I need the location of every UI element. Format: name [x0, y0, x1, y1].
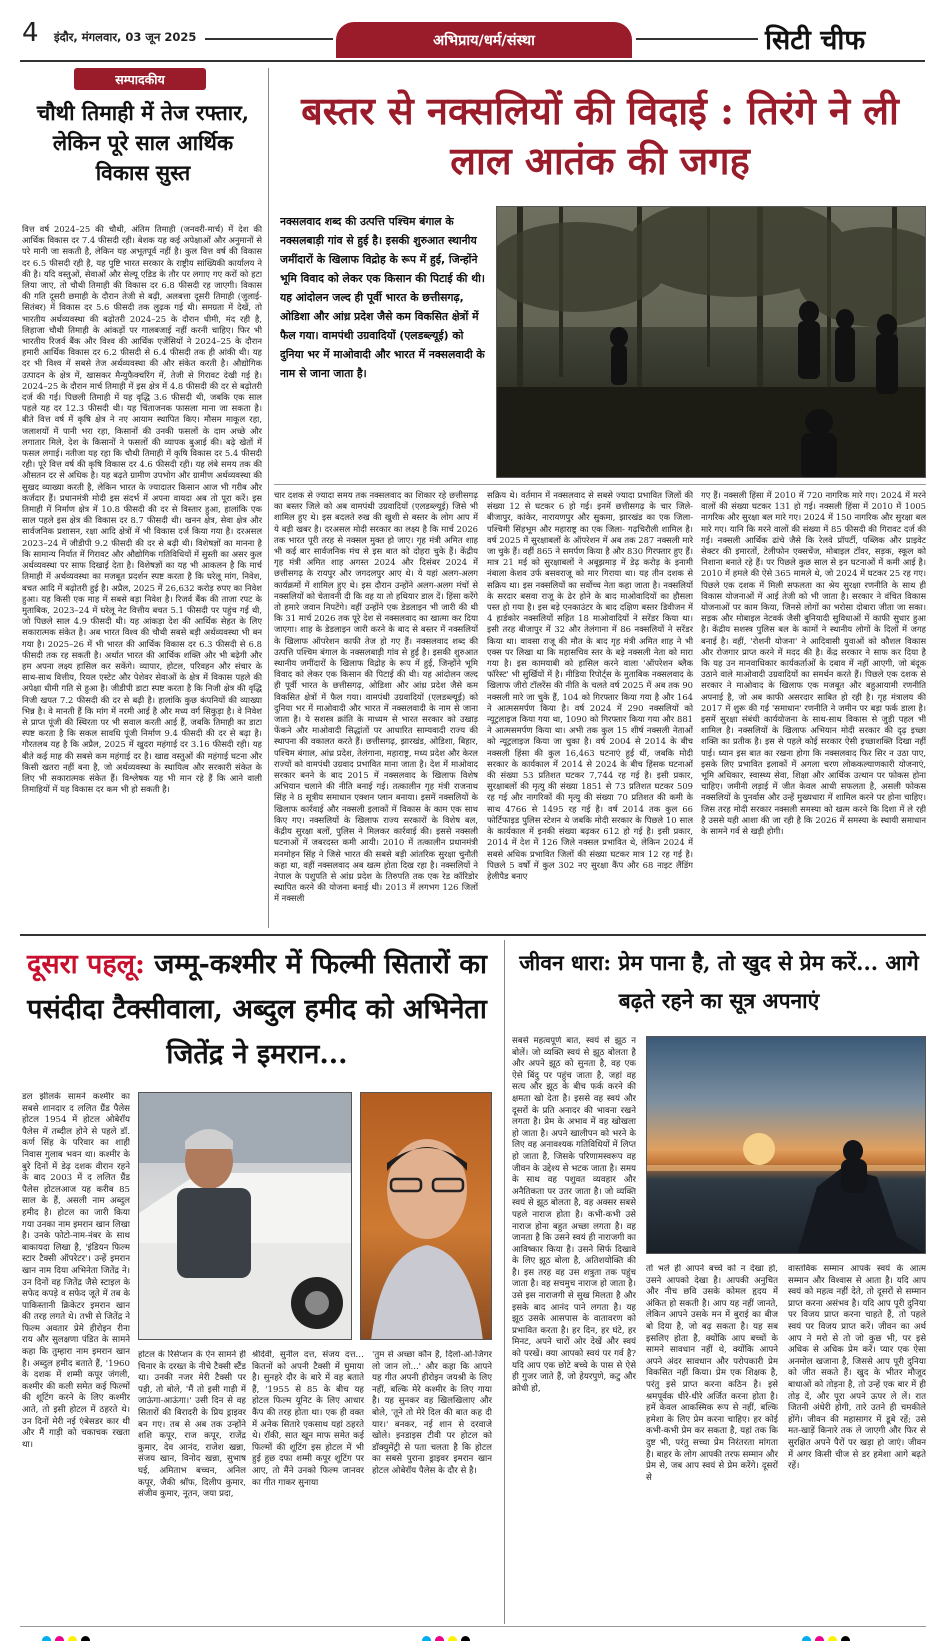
lead-intro: नक्सलवाद शब्द की उत्पत्ति पश्चिम बंगाल के नक्सलबाड़ी गांव से हुई है। इसकी शुरुआत स्थानीय जमींदारों के खिलाफ विद्रोह के रूप में हुई, जिन्होंने भूमि विवाद को लेकर एक किसान की पिटाई की थी। यह आंदोलन जल्द ही पूर्वी भारत के छत्तीसगढ़, ओडिशा और आंध्र प्रदेश जैसे कम विकसित क्षेत्रों में फैल गया। वामपंथी उग्रवादियों (एलडब्ल्यूई) को दुनिया भर में माओवादी और भारत में नक्सलवादी के नाम से जाना जाता है।	[280, 215, 485, 380]
registration-marks-center	[420, 1630, 472, 1641]
lifestyle-column-3: वास्तविक सम्मान आपके स्वयं के आत्म सम्मान और विश्वास से आता है। यदि आप स्वयं को महत्व नहीं देते, तो दूसरों से सम्मान प्राप्त करना असंभव है। यदि आप पूरी दुनिया पर विजय प्राप्त करना चाहते हैं, तो पहले स्वयं पर विजय प्राप्त करें। जीवन का अर्थ आप ने मरो से तो जो कुछ भी, पर इसे अधिक से अधिक प्रेम करें। प्यार एक ऐसा अनमोल खजाना है, जिससे आप पूरी दुनिया को जीत सकते हैं। खुद के भीतर मौजूद बाधाओं को तोड़ना है, तो उन्हें एक बार में ही तोड़ दें, और पूरा अपने ऊपर ले लें। रात जितनी अंधेरी होगी, तारे उतने ही चमकीले होंगे। जीवन की महासागर में डूबे रहें; उसे मत-खाड़ें किनारे तक ले जाएगी और फिर से सुरक्षित अपने पैरों पर खड़ा हो जाएं। जीवन में अगर किसी चीज से डर हमेशा आगे बढ़ते रहें।	[788, 1264, 926, 1472]
yellow-dot	[448, 1636, 457, 1641]
lifestyle-headline: जीवन धारा: प्रेम पाना है, तो खुद से प्रेम करें... आगे बढ़ते रहने का सूत्र अपनाएं	[519, 950, 919, 1013]
editorial-column	[20, 68, 264, 928]
black-dot	[461, 1636, 470, 1641]
feature-column-1: डल झीलके सामने कश्मीर का सबसे शानदार द ललित ग्रैंड पैलेस होटल 1954 में होटल ओबेरॉय पैलेस में तब्दील होने से पहले डॉ. कर्ण सिंह के परिवार का शाही निवास गुलाब भवन था। कश्मीर के बुरे दिनों में डेढ़ दशक वीरान रहने के बाद 2003 में द ललित ग्रैंड पैलेस होटलआज यह करीब 85 साल के हैं, असली नाम अब्दुल हमीद है। होटल का जारी किया गया उनका नाम इमरान खान लिखा है। उनके फोटो-नाम-नंबर के साथ बाकायदा लिखा है, 'इंडियन फिल्म स्टार टैक्सी ऑपरेटर'। उन्हें इमरान खान नाम दिया अभिनेता जितेंद्र ने। उन दिनों वह जितेंद्र जैसे स्टाइल के सफेद कपड़े व सफेद जूते में तब के पाकिस्तानी क्रिकेटर इमरान खान की तरह लगते थे। तभी से जितेंद्र ने फिल्म अवतार प्रेमे हीरोइन रीना राय और सुलक्षणा पंडित के सामने कहा कि तुम्हारा नाम इमरान खान है। अब्दुल हमीद बताते हैं, '1960 के दशक में शम्मी कपूर जंगली, कश्मीर की कली समेत कई फिल्मों की शूटिंग करने के लिए कश्मीर आते, तो इसी होटल में ठहरते थे। उन दिनों मेरी नई एंबेसडर कार थी और मैं गाड़ी को चकाचक रखता था।	[22, 1092, 130, 1450]
bottom-column-divider	[504, 940, 505, 1624]
taxi-scene-svg	[139, 1093, 352, 1340]
brand-name: सिटी चीफ	[765, 25, 866, 56]
black-dot	[81, 1636, 90, 1641]
magenta-dot	[815, 1636, 824, 1641]
mid-page-rule	[20, 934, 926, 936]
editorial-badge-label: सम्पादकीय	[115, 71, 165, 87]
header-rule-right	[636, 38, 758, 40]
footer-rule	[20, 1626, 926, 1627]
feature-column-3: श्रीदेवी, सुनील दत्त, संजय दत्त…कितनों को अपनी टैक्सी में घुमाया है। सुनहरे दौर के बारे में वह बताते हैं, '1955 से 85 के बीच यह होटल फिल्म यूनिट के लिए आधार कैंप की तरह होता था। एक ही वक्त में अनेक सितारे एकसाथ यहां ठहरते थे। रॉकी, सात खून माफ समेत कई फिल्मों की शूटिंग इस होटल में भी हुई हुछ दफा शम्मी कपूर शूटिंग पर आए, तो मैंने उनको फिल्म जानवर का गीत गाकर सुनाया	[252, 1350, 364, 1488]
feature-headline: जम्मू-कश्मीर में फिल्मी सितारों का पसंदीदा टैक्सीवाला, अब्दुल हमीद को अभिनेता जितेंद्र ने इमरान...	[27, 949, 488, 1070]
magenta-dot	[55, 1636, 64, 1641]
lead-column-3: गए हैं। नक्सली हिंसा में 2010 में 720 नागरिक मारे गए। 2024 में मरने वालों की संख्या घटकर 131 हो गई। नक्सली हिंसा में 2010 में 1005 नागरिक और सुरक्षा बल मारे गए। 2024 में 150 नागरिक और सुरक्षा बल मारे गए। यानि कि मरने वालों की संख्या में 85 फीसदी की गिरावट दर्ज की गई। नक्सली आर्थिक ढांचे जैसे कि रेलवे प्रॉपर्टी, पब्लिक और प्राइवेट सेक्टर की इमारतों, टेलीफोन एक्सचेंज, मोबाइल टॉवर, सड़क, स्कूल को निशाना बनाते रहे हैं। पर पिछले कुछ साल से इन घटनाओं में कमी आई है। 2010 में हमले की ऐसे 365 मामले थे, जो 2024 में घटकर 25 रह गए। पिछले एक दशक में मिली सफलता का श्रेय सुरक्षा रणनीति के साथ ही विकास योजनाओं में आई तेजी को भी जाता है। सरकार ने वंचित विकास योजनाओं पर काम किया, जिनसे लोगों का भरोसा दोबारा जीता जा सका। सड़क और मोबाइल नेटवर्क जैसी बुनियादी सुविधाओं में काफी सुधार हुआ है। केंद्रीय सशस्त्र पुलिस बल के कामों ने स्थानीय लोगों के दिलों में जगह बनाई है। वहीं, 'रोशनी योजना' ने आदिवासी युवाओं को कौशल विकास और रोजगार प्राप्त करने में मदद की है। केंद्र सरकार ने साफ कर दिया है कि यह उन मानवाधिकार कार्यकर्ताओं के दबाव में नहीं आएगी, जो बंदूक उठाने वाले माओवादी उग्रवादियों का समर्थन करते हैं। पिछले एक दशक से सरकार ने माओवाद के खिलाफ एक मजबूत और बहुआयामी रणनीति अपनाई है, जो अब काफी असरदार साबित हो रही है। गृह मंत्रालय की 2017 में शुरू की गई 'समाधान' रणनीति ने जमीन पर बड़ा फर्क डाला है। इसमें सुरक्षा संबंधी कार्ययोजना के साथ-साथ विकास से जुड़ी पहल भी शामिल है। नक्सलियों के खिलाफ अभियान मोदी सरकार की दृढ़ इच्छा शक्ति का प्रतीक है। इस से पहले कोई सरकार ऐसी इच्छाशक्ति दिखा नहीं पाई। ध्यान इस बात का रखना होगा कि नक्सलवाद फिर सिर न उठा पाए, इसके लिए प्रभावित इलाकों में अगला चरण लोककल्याणकारी योजनाएं, भूमि अधिकार, स्वास्थ्य सेवा, शिक्षा और आर्थिक उत्थान पर फोकस होना चाहिए। जमीनी लड़ाई में जीत केवल आधी सफलता है, असली फोकस नक्सलियों के पुनर्वास और उन्हें मुख्यधारा में शामिल करने पर होना चाहिए। जिस तरह मोदी सरकार नक्सली समस्या को खत्म करने कि दिशा में ले रही है उससे यही आशा की जा रही है कि 2026 में समस्या के स्थायी समाधान के सामने गर्व से खड़ी होगी।	[701, 490, 926, 837]
magenta-dot	[435, 1636, 444, 1641]
lead-column-1: चार दशक से ज्यादा समय तक नक्सलवाद का शिकार रहे छत्तीसगढ़ का बस्तर जिले को अब वामपंथी उग्रवादियों (एलडब्ल्यूई) जिसे भी शामिल हुए थे। इस बदलते रुख की खुशी से बस्तर के लोग आप में ये बड़ी खबर है। दरअसल मोदी सरकार का लक्ष्य है कि मार्च 2026 तक भारत पूरी तरह से नक्सल मुक्त हो जाए। गृह मंत्री अमित शाह भी कई बार सार्वजनिक मंच से इस बात को दोहरा चुके हैं। केंद्रीय गृह मंत्री अमित शाह अगस्त 2024 और दिसंबर 2024 में छत्तीसगढ़ के रायपुर और जगदलपुर आए थे। ये यहां अलग-अलग कार्यक्रमों में शामिल हुए थे। इस दौरान उन्होंने अलग-अलग मंचों से नक्सलियों को चेतावनी दी कि वह या तो हथियार डाल दें। हिंसा करेंगे तो हमारे जवान निपटेंगे। वहीं उन्होंने एक डेडलाइन भी जारी की थी कि 31 मार्च 2026 तक पूरे देश से नक्सलवाद का खात्मा कर दिया जाएगा। शाह के डेडलाइन जारी करने के बाद से बस्तर में नक्सलियों के खिलाफ ऑपरेशन काफी तेज हो गए हैं। नक्सलवाद शब्द की उत्पत्ति पश्चिम बंगाल के नक्सलबाड़ी गांव से हुई है। इसकी शुरुआत स्थानीय जमींदारों के खिलाफ विद्रोह के रूप में हुई, जिन्होंने भूमि विवाद को लेकर एक किसान की पिटाई की थी। यह आंदोलन जल्द ही पूर्वी भारत के छत्तीसगढ़, ओडिशा और आंध्र प्रदेश जैसे कम विकसित क्षेत्रों में फैल गया। वामपंथी उग्रवादियों (एलडब्ल्यूई) को दुनिया भर में माओवादी और भारत में नक्सलवादी के नाम से जाना जाता है। ये सशस्त्र क्रांति के माध्यम से भारत सरकार को उखाड़ फेंकने और माओवादी सिद्धांतों पर आधारित साम्यवादी राज्य की स्थापना की वकालत करते हैं। छत्तीसगढ़, झारखंड, ओडिशा, बिहार, पश्चिम बंगाल, आंध्र प्रदेश, तेलंगाना, महाराष्ट्र, मध्य प्रदेश और केरल राज्यों को वामपंथी उग्रवाद प्रभावित माना जाता है। देश में माओवाद सरकार बनने के बाद 2015 में नक्सलवाद के खिलाफ विशेष अभियान चलाने की नीति बनाई गई। तत्कालीन गृह मंत्री राजनाथ सिंह ने 8 सूत्रीय समाधान एक्शन प्लान बनाया। इसमें नक्सलियों के खिलाफ कार्रवाई और नक्सली इलाकों में विकास के काम एक साथ किए गए। नक्सलियों के खिलाफ राज्य सरकारों के विशेष बल, केंद्रीय सुरक्षा बलों, पुलिस ने मिलकर कार्रवाई की। इससे नक्सली घटनाओं में जबरदस्त कमी आयी। 2010 में तत्कालीन प्रधानमंत्री मनमोहन सिंह ने जिसे भारत की सबसे बड़ी आंतरिक सुरक्षा चुनौती कहा था, वहीं नक्सलवाद अब खत्म होता दिख रहा है। नक्सलियों ने नेपाल के पशुपति से आंध्र प्रदेश के तिरुपति तक एक रेड कॉरिडोर स्थापित करने की योजना बनाई थी। 2013 में लगभग 126 जिलों में नक्सली	[274, 490, 478, 904]
feature-column-2: होटल के रिसेप्शन के ऐन सामने ही चिनार के दरख्त के नीचे टैक्सी स्टैंड था। उनकी नजर मेरी टैक्सी पर पड़ी, तो बोले, 'मैं तो इसी गाड़ी में जाऊंगा-आऊंगा।' उसी दिन से वह सितारों की बिरादरी के प्रिय ड्राइवर बन गए। तब से अब तक उन्होंने शशि कपूर, राज कपूर, राजेंद्र कुमार, देव आनंद, राजेश खन्ना, संजय खान, विनोद खन्ना, सुभाष घई, अमिताभ बच्चन, अनिल कपूर, जैकी श्रॉफ, दिलीप कुमार, संजीव कुमार, नूतन, जया प्रदा,	[138, 1350, 246, 1500]
forest-patrol-photo	[496, 206, 926, 478]
taxi-driver-photo	[138, 1092, 352, 1340]
registration-marks-left	[40, 1630, 92, 1641]
sunset-lake-photo	[646, 1036, 926, 1254]
editorial-body: वित्त वर्ष 2024–25 की चौथी, अंतिम तिमाही (जनवरी-मार्च) में देश की आर्थिक विकास दर 7.4 फीसदी रही। बेशक यह कई अपेक्षाओं और अनुमानों से परे मानी जा सकती है, लेकिन यह अभूतपूर्व नहीं है। कुल वित्त वर्ष की विकास दर 6.5 फीसदी रही है, यह पुष्टि भारत सरकार के राष्ट्रीय सांख्यिकी कार्यालय ने की है। यदि वस्तुओं, सेवाओं और सेल्यू एडिड के तौर पर लगाए गए करों को हटा लिया जाए, तो चौथी तिमाही की विकास दर 6.8 फीसदी रह जाएगी। विकास की गति दूसरी छमाही के दौरान तेजी से बढ़ी, अलबत्ता दूसरी तिमाही (जुलाई-सितंबर) में विकास दर 5.6 फीसदी तक लुढ़क गई थी। समग्रता में देखें, तो भारतीय अर्थव्यवस्था की बढ़ोतरी 2024–25 के दौरान धीमी, मंद रही है, लिहाजा चौथी तिमाही के आंकड़ों पर गालबजाई नहीं करनी चाहिए। फिर भी भारतीय रिजर्व बैंक और विश्व की आर्थिक एजेंसियों ने 2024–25 के दौरान हमारी आर्थिक विकास दर 6.2 फीसदी से 6.4 फीसदी तक ही आंकी थी। यह दर भी विश्व में सबसे तेज अर्थव्यवस्था की और संकेत करती है। औद्योगिक उत्पादन के क्षेत्र में, खासकर मैन्युफैक्चरिंग में, तेजी से गिरावट देखी गई है। 2024–25 के दौरान मार्च तिमाही में इस क्षेत्र में 4.8 फीसदी की दर से बढ़ोतरी दर्ज की गई। पिछली तिमाही में यह वृद्धि 3.6 फीसदी थी, जबकि एक साल पहले यह दर 12.3 फीसदी थी। यह चिंताजनक फासला माना जा सकता है। बीते वित्त वर्ष में कृषि क्षेत्र ने नए आयाम स्थापित किए। मौसम माकूल रहा, जलाशयों में पानी भरा रहा, किसानों की उनकी फसलों के दाम अच्छे और लगातार मिले, देश के किसानों ने फसलों की व्यापक बुआई की। बढ़े खेतों में फसल लगाई। नतीजा यह रहा कि चौथी तिमाही में कृषि विकास दर 5.4 फीसदी रही। पूरे वित्त वर्ष की कृषि विकास दर 4.6 फीसदी रही। यह लंबे समय तक की औसतन दर से अधिक है। यह बढ़ते ग्रामीण उपभोग और ग्रामीण अर्थव्यवस्था की सुखद व्याख्या करती है, लेकिन भारत के ज्यादातर किसान आज भी गरीब और कर्जदार हैं। प्रधानमंत्री मोदी इस संदर्भ में अपना वायदा अब तो पूरा करें। इस तिमाही में निर्माण क्षेत्र में 10.8 फीसदी की दर से विस्तार हुआ, हालांकि एक साल पहले इस क्षेत्र की विकास दर 8.7 फीसदी थी। खनन क्षेत्र, सेवा क्षेत्र और सार्वजनिक प्रशासन, रक्षा आदि क्षेत्रों में भी विकास दर्ज किया गया है। दरअसल 2023–24 में जीडीपी 9.2 फीसदी की दर से बढ़ी थी। विशेषज्ञों का मानना है कि सामान्य निर्यात में गिरावट और औद्योगिक गतिविधियों में सुस्ती का असर कुल अर्थव्यवस्था पर साफ दिखाई देता है। विशेषज्ञों का यह भी आकलन है कि मार्च तिमाही में अर्थव्यवस्था का मजबूत प्रदर्शन स्पष्ट करता है कि घरेलू मांग, निवेश, बचत आदि में बढ़ोतरी हुई है। अप्रैल, 2025 में 26,632 करोड़ रुपए का निवेश हुआ। यह किसी एक माह में सबसे बड़ा निवेश है। रिजर्व बैंक की ताजा रपट के मुताबिक, 2023–24 में घरेलू नेट वित्तीय बचत 5.1 फीसदी पर पहुंच गई थी, जो पिछले साल 4.9 फीसदी थी। यह आंकड़ा देश की आर्थिक सेहत के लिए सकारात्मक संकेत है। अब भारत विश्व की चौथी सबसे बड़ी अर्थव्यवस्था भी बन गया है। 2025–26 में भी भारत की आर्थिक विकास दर 6.3 फीसदी से 6.8 फीसदी तक रह सकती है। अर्थात भारत की आर्थिक शक्ति और भी बढ़ेगी और हम अपना लक्ष्य हासिल कर सकेंगे। व्यापार, होटल, परिवहन और संचार के साथ-साथ वित्तीय, रियल एस्टेट और पेशेवर सेवाओं के क्षेत्र में विकास पहले की अपेक्षा धीमी गति से हुआ है। जीडीपी डाटा स्पष्ट करता है कि निजी क्षेत्र की वृद्धि निजी खपत 7.2 फीसदी की दर से बढ़ी है। हालांकि कुछ कंपनियों की व्याख्या भिन्न है। वे मानती हैं कि मांग में नरमी आई है और मध्य वर्ग सिकुड़ा है। वे निवेश से प्राप्त पूंजी की स्थिरता पर भी सवाल करती आई हैं, जबकि तिमाही का डाटा स्पष्ट करता है कि सकल सावधि पूंजी निर्माण 9.4 फीसदी की दर से बढ़ा है। गौरतलब यह है कि अप्रैल, 2025 में खुदरा महंगाई दर 3.16 फीसदी रही। यह बीते कई माह की सबसे कम महंगाई दर है। खाद्य वस्तुओं की महंगाई घटना और किसी खतरा नहीं बना है, जो अर्थव्यवस्था के स्थायित्व और सरकारी संकेत के लिए भी सकारात्मक संकेत हैं। विश्लेषक यह भी मान रहे हैं कि आने वाली तिमाहियों में यह विकास दर कम भी हो सकती है।	[22, 224, 262, 795]
header-rule-left	[205, 38, 333, 40]
editorial-headline: चौथी तिमाही में तेज रफ्तार, लेकिन पूरे साल आर्थिक विकास सुस्त	[36, 100, 250, 185]
cyan-dot	[42, 1636, 51, 1641]
forest-scene-svg	[497, 207, 926, 478]
yellow-dot	[828, 1636, 837, 1641]
feature-column-4: 'तुम से अच्छा कौन है, दिलो-ओ-जिगर लो जान लो...' और कहा कि आपने यह गीत अपनी हीरोइन जयश्री के लिए नहीं, बल्कि मेरे कश्मीर के लिए गाया है। यह सुनकर वह खिलखिलाए और बोले, 'तूने तो मेरे दिल की बात कह दी यार।' बनकर, नई शान से दरवाजे खोले। इनडाइस टीवी पर होटल को डॉक्युमेंट्री से पता चलता है कि होटल का सबसे पुराना ड्राइवर इमरान खान होटल ओबेरॉय पैलेस के दौर से है।	[372, 1350, 492, 1476]
lead-headline: बस्तर से नक्सलियों की विदाई : तिरंगे ने ली लाल आतंक की जगह	[301, 88, 899, 183]
feature-kicker: दूसरा पहलू:	[26, 949, 145, 980]
section-label: अभिप्राय/धर्म/संस्था	[433, 33, 535, 49]
lifestyle-column-1: सबसे महत्वपूर्ण बात, स्वयं से झूठ न बोलें। जो व्यक्ति स्वयं से झूठ बोलता है और अपने झूठ को सुनता है, वह एक ऐसे बिंदु पर पहुंच जाता है, जहां वह सत्य और झूठ के बीच फर्क करने की क्षमता खो देता है। इससे वह स्वयं और दूसरों के प्रति अनादर की भावना रखने लगता है। प्रेम के अभाव में वह खोखला हो जाता है। अपने खालीपन को भरने के लिए वह अनावश्यक गतिविधियों में लिप्त हो जाता है, जिसके परिणामस्वरूप वह जीवन के उद्देश्य से भटक जाता है। समय के साथ वह पशुवत व्यवहार और अनैतिकता पर उतर जाता है। जो व्यक्ति स्वयं से झूठ बोलता है, वह अक्सर सबसे पहले नाराज होता है। कभी-कभी उसे नाराज होना बहुत अच्छा लगता है। वह जानता है कि उसने स्वयं ही नाराजगी का आविष्कार किया है। उसने सिर्फ दिखावे के लिए झूठ बोला है, अतिशयोक्ति की है। इस तरह वह उस शत्रुता तक पहुंच जाता है। वह सचमुच नाराज हो जाता है। उसे इस नाराजगी से सुख मिलता है और इसके बाद आनंद पाने लगता है। यह झूठ उसके आसपास के वातावरण को प्रभावित करता है। हर दिन, हर घंटे, हर मिनट, अपने चारों ओर देखें और स्वयं को परखें। क्या आपको स्वयं पर गर्व है? यदि आप एक छोटे बच्चे के पास से ऐसे ही गुजर जाते हैं, जो हेयरपुणे, कटु और क्रोधी हो,	[512, 1036, 636, 1394]
yellow-dot	[68, 1636, 77, 1641]
section-tab	[336, 22, 632, 58]
column-divider	[268, 68, 269, 928]
page-number: 4	[22, 18, 39, 48]
lifestyle-column-2: तो भले ही आपने बच्चे को न देखा हो, उसने आपको देखा है। आपकी अनुचित और नीच छवि उसके कोमल हृदय में अंकित हो सकती है। आप यह नहीं जानते, लेकिन आपने उसके मन में बुराई का बीज बो दिया है, जो बढ़ सकता है। यह सब इसलिए होता है, क्योंकि आप बच्चों के सामने सावधान नहीं थे, क्योंकि आपने अपने अंदर सावधान और परोपकारी प्रेम विकसित नहीं किया। प्रेम एक शिक्षक है, परंतु इसे प्राप्त करना कठिन है। इसे श्रमपूर्वक धीरे-धीरे अर्जित करना होता है। हमें केवल आकस्मिक रूप से नहीं, बल्कि हमेशा के लिए प्रेम करना चाहिए। हर कोई कभी-कभी प्रेम कर सकता है, यहां तक कि दुष्ट भी, परंतु सच्चा प्रेम निरंतरता मांगता है। बाहर के लोग आपकी तरफ सम्मान और प्रेम से, जब आप स्वयं से प्रेम करेंगे। दूसरों से	[646, 1264, 778, 1483]
cyan-dot	[802, 1636, 811, 1641]
lead-rule	[274, 484, 926, 485]
cyan-dot	[422, 1636, 431, 1641]
portrait-photo	[360, 1092, 492, 1340]
feature-headline-block	[22, 942, 492, 1077]
header-bottom-rule	[20, 60, 925, 62]
portrait-svg	[361, 1093, 492, 1340]
black-dot	[841, 1636, 850, 1641]
sunset-svg	[647, 1037, 926, 1254]
lead-column-2: सक्रिय थे। वर्तमान में नक्सलवाद से सबसे ज्यादा प्रभावित जिलों की संख्या 12 से घटकर 6 हो गई। इनमें छत्तीसगढ़ के चार जिले- बीजापुर, कांकेर, नारायणपुर और सुकमा, झारखंड का एक जिला- पश्चिमी सिंहभूम और महाराष्ट्र का एक जिला- गढ़चिरौली शामिल है। वर्ष 2025 में सुरक्षाबलों के ऑपरेशन में अब तक 287 नक्सली मारे जा चुके हैं। वहीं 865 ने समर्पण किया है और 830 गिरफ्तार हुए हैं। मात्र 21 मई को सुरक्षाबलों ने अबूझमाड़ में डेढ़ करोड़ के इनामी नंबाला केशव उर्फ बसवराजू को मार गिराया था। यह तीन दशक से सक्रिय था। इस नक्सलियों का सर्वोच्च नेता कहा जाता है। नक्सलियों के सरदार बसवा राजू के ढेर होने के बाद माओवादियों का हौसला पस्त हो गया है। इस बड़े एनकाउंटर के बाद दक्षिण बस्तर डिवीजन में 4 हार्डकोर नक्सलियों सहित 18 माओवादियों ने सरेंडर किया था। इसी तरह बीजापुर में 32 और तेलंगाना में 86 नक्सलियों ने सरेंडर किया था। वावसा राजू की मौत के बाद गृह मंत्री अमित शाह ने भी एक्स पर लिखा था कि महासचिव स्तर के बड़े नक्सली नेता को मारा गया है। इस कामयाबी को हासिल करने वाला 'ऑपरेशन ब्लैक फॉरेस्ट' भी सुर्खियों में है। मीडिया रिपोर्ट्स के मुताबिक नक्सलवाद के खिलाफ जीरो टॉलरेंस की नीति के चलते वर्ष 2025 में अब तक 90 नक्सली मारे जा चुके हैं, 104 को गिरफ्तार किया गया है और 164 ने आत्मसमर्पण किया है। वर्ष 2024 में 290 नक्सलियों को न्यूट्रलाइज किया गया था, 1090 को गिरफ्तार किया गया और 881 ने आत्मसमर्पण किया था। अभी तक कुल 15 शीर्ष नक्सली नेताओं को न्यूट्रलाइज किया जा चुका है। वर्ष 2004 से 2014 के बीच नक्सली हिंसा की कुल 16,463 घटनाएं हुई थीं, जबकि मोदी सरकार के कार्यकाल में 2014 से 2024 के बीच हिंसक घटनाओं की संख्या 53 प्रतिशत घटकर 7,744 रह गई है। इसी प्रकार, सुरक्षाबलों की मृत्यु की संख्या 1851 से 73 प्रतिशत घटकर 509 रह गई और नागरिकों की मृत्यु की संख्या 70 प्रतिशत की कमी के साथ 4766 से 1495 रह गई है। वर्ष 2014 तक कुल 66 फोर्टिफाइड पुलिस स्टेशन थे जबकि मोदी सरकार के पिछले 10 साल के कार्यकाल में इनकी संख्या बढ़कर 612 हो गई है। इसी प्रकार, 2014 में देश में 126 जिले नक्सल प्रभावित थे, लेकिन 2024 में सबसे अधिक प्रभावित जिलों की संख्या घटकर मात्र 12 रह गई है। पिछले 5 वर्षों में कुल 302 नए सुरक्षा कैंप और 68 नाइट लैंडिंग हेलीपैड बनाए	[487, 490, 693, 881]
dateline: इंदौर, मंगलवार, 03 जून 2025	[54, 30, 197, 44]
registration-marks-right	[800, 1630, 852, 1641]
header-bar	[0, 0, 945, 62]
editorial-badge	[74, 68, 206, 90]
